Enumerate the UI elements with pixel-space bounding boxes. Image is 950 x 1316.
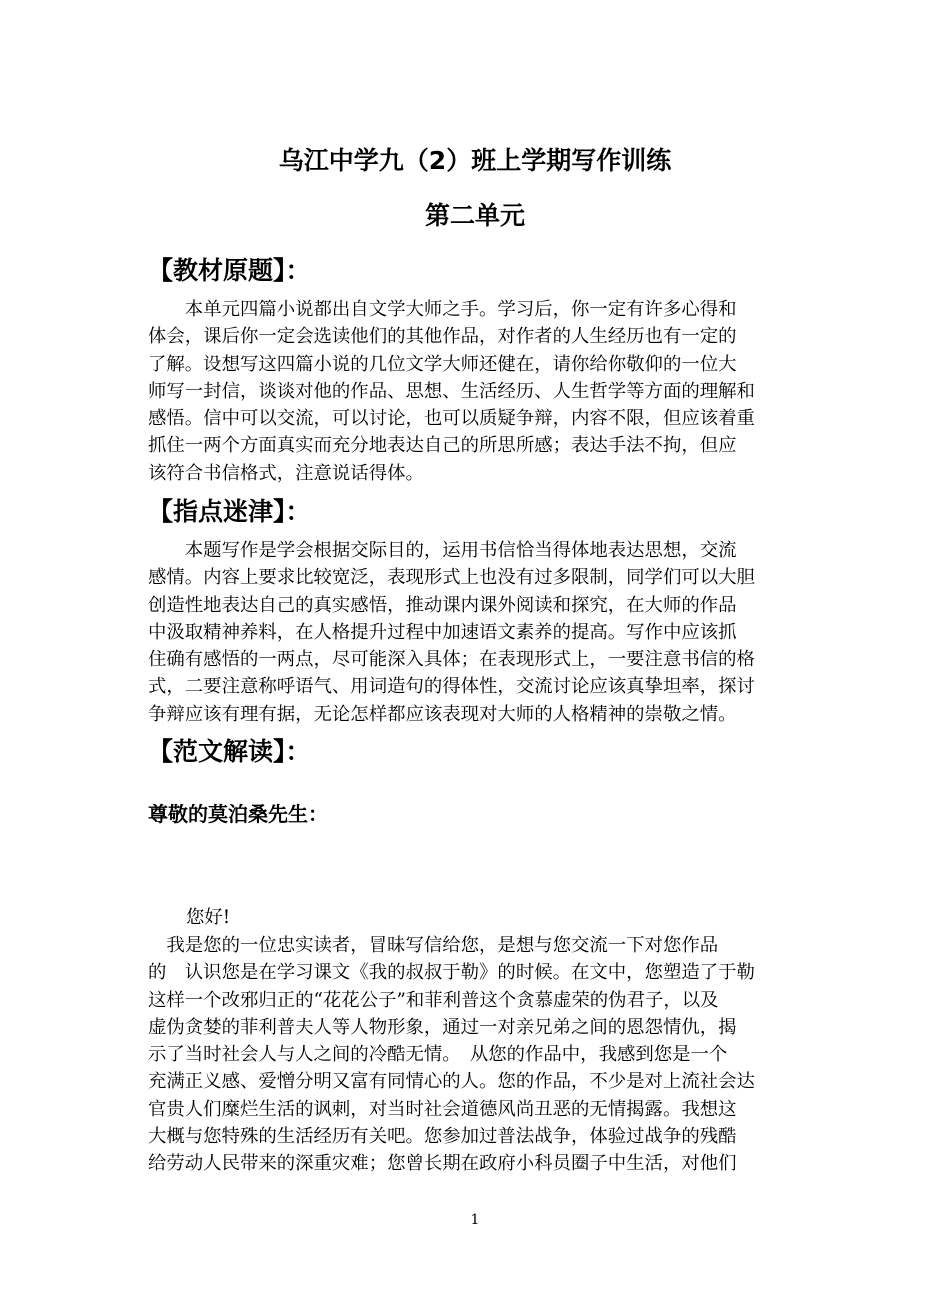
paragraph-line: 虚伪贪婪的菲利普夫人等人物形象，通过一对亲兄弟之间的恩怨情仇，揭 <box>148 1016 737 1038</box>
paragraph-line: 示了当时社会人与人之间的冷酷无情。 从您的作品中，我感到您是一个 <box>148 1044 728 1066</box>
paragraph-line: 住确有感悟的一两点，尽可能深入具体；在表现形式上，一要注意书信的格 <box>148 649 755 671</box>
section-heading-guidance: 【指点迷津】： <box>148 497 311 526</box>
document-title: 乌江中学九（2）班上学期写作训练 <box>278 146 672 175</box>
page-number: 1 <box>470 1212 480 1228</box>
textbook-question-paragraph <box>148 296 803 487</box>
paragraph-line: 本单元四篇小说都出自文学大师之手。学习后，你一定有许多心得和 <box>148 299 737 320</box>
letter-body-paragraph <box>148 932 803 1178</box>
paragraph-line: 争辩应该有理有据，无论怎样都应该表现对大师的人格精神的崇敬之情。 <box>148 703 737 725</box>
paragraph-line: 体会，课后你一定会选读他们的其他作品，对作者的人生经历也有一定的 <box>148 326 737 348</box>
paragraph-line: 感悟。信中可以交流，可以讨论，也可以质疑争辩，内容不限，但应该着重 <box>148 408 755 430</box>
paragraph-line: 抓住一两个方面真实而充分地表达自己的所思所感；表达手法不拘，但应 <box>148 435 737 457</box>
section-heading-textbook-question: 【教材原题】： <box>148 256 311 285</box>
letter-greeting: 您好! <box>186 907 231 928</box>
paragraph-line: 师写一封信，谈谈对他的作品、思想、生活经历、人生哲学等方面的理解和 <box>148 380 755 402</box>
paragraph-line: 了解。设想写这四篇小说的几位文学大师还健在，请你给你敬仰的一位大 <box>148 353 737 375</box>
paragraph-line: 式，二要注意称呼语气、用词造句的得体性，交流讨论应该真挚坦率，探讨 <box>148 676 755 698</box>
paragraph-line: 的 认识您是在学习课文《我的叔叔于勒》的时候。在文中，您塑造了于勒 <box>148 962 755 984</box>
paragraph-line: 感情。内容上要求比较宽泛，表现形式上也没有过多限制，同学们可以大胆 <box>148 567 755 589</box>
guidance-paragraph <box>148 537 803 728</box>
paragraph-line: 这样一个改邪归正的“花花公子”和菲利普这个贪慕虚荣的伪君子，以及 <box>148 989 719 1011</box>
paragraph-line: 充满正义感、爱憎分明又富有同情心的人。您的作品，不少是对上流社会达 <box>148 1071 755 1093</box>
document-subtitle: 第二单元 <box>424 201 525 230</box>
paragraph-line: 创造性地表达自己的真实感悟，推动课内课外阅读和探究，在大师的作品 <box>148 594 737 616</box>
paragraph-line: 给劳动人民带来的深重灾难；您曾长期在政府小科员圈子中生活，对他们 <box>148 1153 737 1175</box>
paragraph-line: 该符合书信格式，注意说话得体。 <box>148 462 424 484</box>
paragraph-line: 官贵人们糜烂生活的讽刺，对当时社会道德风尚丑恶的无情揭露。我想这 <box>148 1098 737 1120</box>
paragraph-line: 我是您的一位忠实读者，冒昧写信给您，是想与您交流一下对您作品 <box>148 935 719 956</box>
section-heading-sample-essay: 【范文解读】： <box>148 737 311 766</box>
letter-salutation: 尊敬的莫泊桑先生： <box>148 802 328 826</box>
paragraph-line: 大概与您特殊的生活经历有关吧。您参加过普法战争，体验过战争的残酷 <box>148 1126 737 1148</box>
paragraph-line: 本题写作是学会根据交际目的，运用书信恰当得体地表达思想，交流 <box>148 540 737 561</box>
paragraph-line: 中汲取精神养料，在人格提升过程中加速语文素养的提高。写作中应该抓 <box>148 621 737 643</box>
